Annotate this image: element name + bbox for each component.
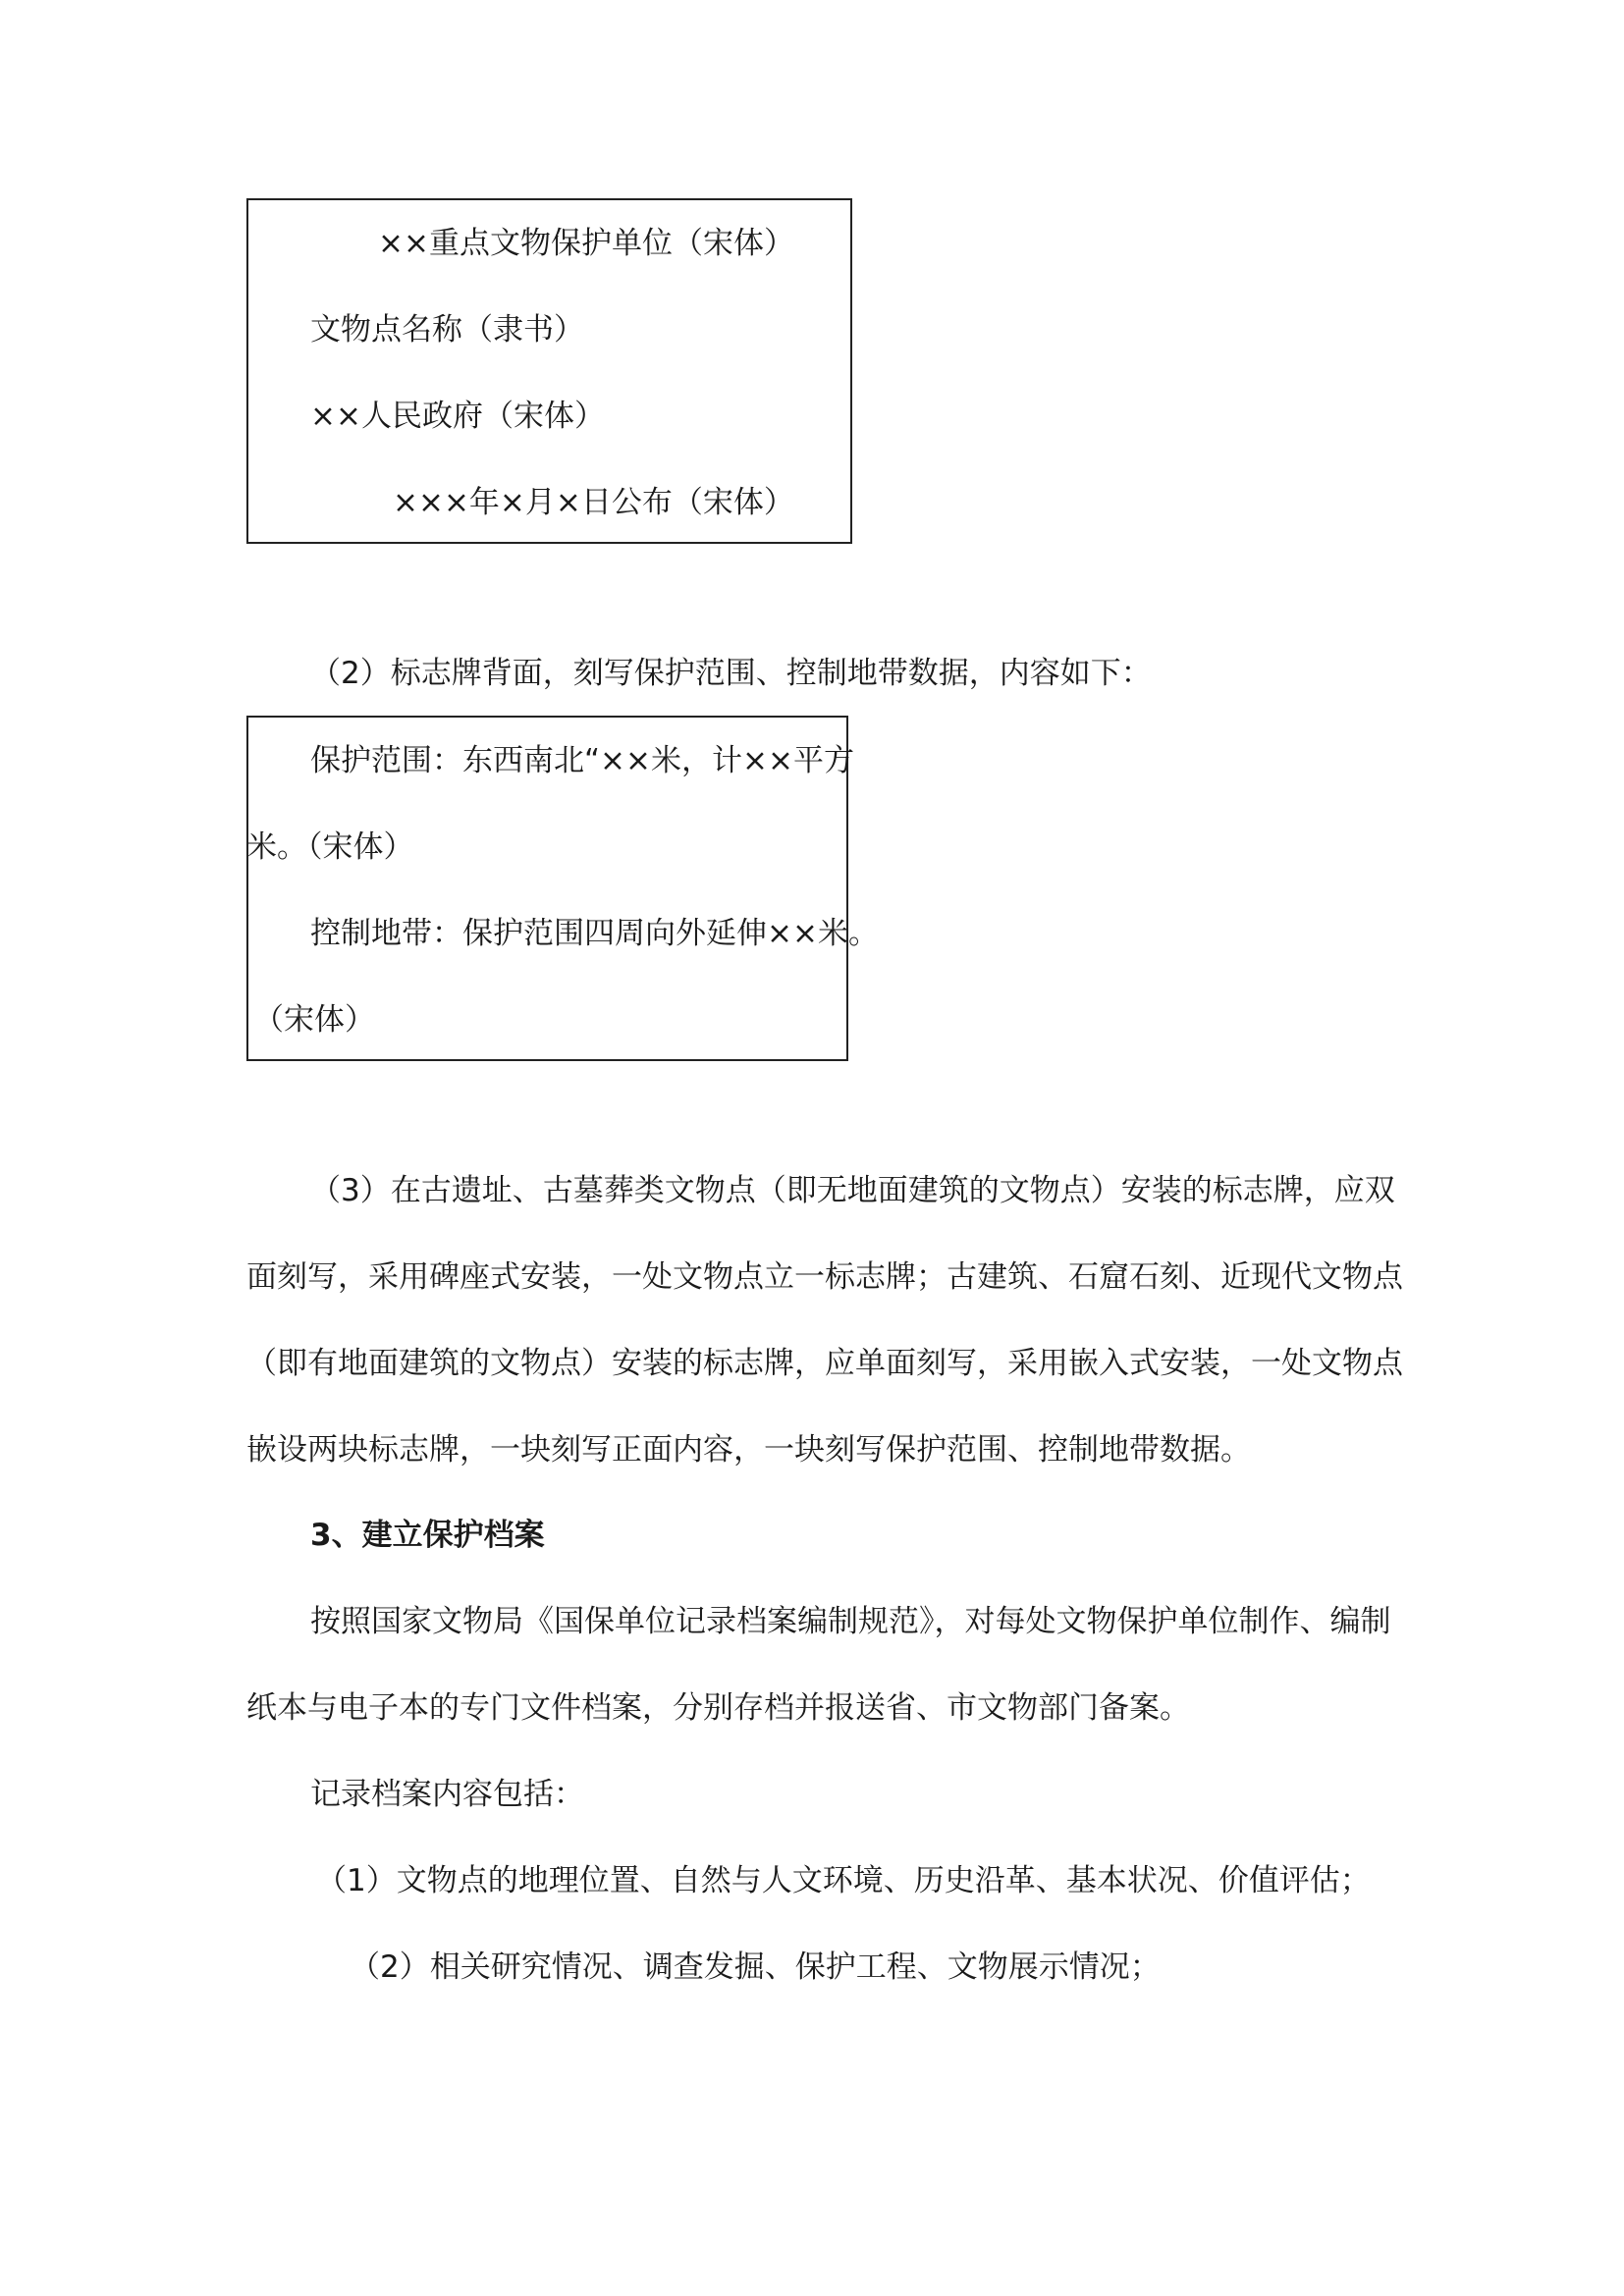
- front-sign-line-4: ×××年×月×日公布（宋体）: [393, 485, 794, 520]
- archive-para-line-2: 纸本与电子本的专门文件档案，分别存档并报送省、市文物部门备案。: [246, 1690, 1190, 1726]
- archive-para-line-1: 按照国家文物局《国保单位记录档案编制规范》，对每处文物保护单位制作、编制: [310, 1604, 1391, 1639]
- back-intro: （2）标志牌背面，刻写保护范围、控制地带数据，内容如下：: [310, 656, 1152, 691]
- para3-line-3: （即有地面建筑的文物点）安装的标志牌，应单面刻写，采用嵌入式安装，一处文物点: [246, 1346, 1403, 1381]
- section-3-heading: 3、建立保护档案: [310, 1518, 545, 1553]
- front-sign-line-1: ××重点文物保护单位（宋体）: [378, 226, 794, 261]
- front-sign-line-3: ××人民政府（宋体）: [310, 399, 605, 434]
- contents-item-2: （2）相关研究情况、调查发掘、保护工程、文物展示情况；: [350, 1949, 1161, 1985]
- para3-line-1: （3）在古遗址、古墓葬类文物点（即无地面建筑的文物点）安装的标志牌，应双: [310, 1173, 1395, 1208]
- contents-intro: 记录档案内容包括：: [310, 1777, 584, 1812]
- back-sign-line-4: （宋体）: [253, 1002, 375, 1038]
- contents-item-1: （1）文物点的地理位置、自然与人文环境、历史沿革、基本状况、价值评估；: [316, 1863, 1371, 1898]
- front-sign-line-2: 文物点名称（隶书）: [310, 312, 584, 347]
- back-sign-line-3: 控制地带：保护范围四周向外延伸××米。: [310, 916, 879, 951]
- back-sign-line-1: 保护范围：东西南北“××米，计××平方: [310, 743, 854, 778]
- para3-line-2: 面刻写，采用碑座式安装，一处文物点立一标志牌；古建筑、石窟石刻、近现代文物点: [246, 1259, 1403, 1295]
- back-sign-line-2: 米。（宋体）: [246, 829, 414, 865]
- para3-line-4: 嵌设两块标志牌，一块刻写正面内容，一块刻写保护范围、控制地带数据。: [246, 1432, 1251, 1468]
